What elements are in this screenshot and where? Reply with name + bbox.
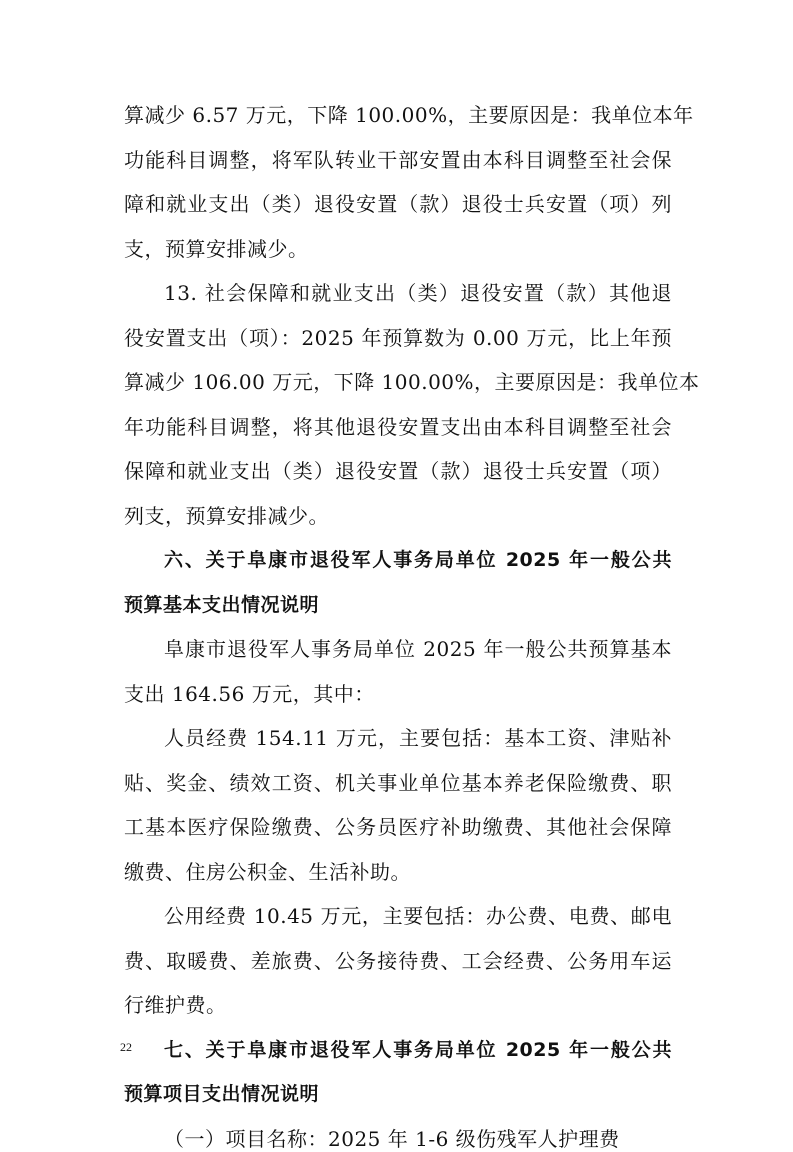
text-line: 缴费、住房公积金、生活补助。 [124,860,411,884]
text-line: 支出 164.56 万元，其中： [124,682,375,706]
text-line: 阜康市退役军人事务局单位 2025 年一般公共预算基本 [164,637,672,661]
text-line: 公用经费 10.45 万元，主要包括：办公费、电费、邮电 [164,904,672,928]
text-line: 功能科目调整，将军队转业干部安置由本科目调整至社会保 [124,148,672,172]
section-heading: 六、关于阜康市退役军人事务局单位 2025 年一般公共 [164,549,672,571]
text-line: 工基本医疗保险缴费、公务员医疗补助缴费、其他社会保障 [124,815,672,839]
text-line: 算减少 6.57 万元，下降 100.00%，主要原因是：我单位本年 [124,103,694,127]
section-heading: 预算项目支出情况说明 [124,1083,320,1105]
text-line: 费、取暖费、差旅费、公务接待费、工会经费、公务用车运 [124,949,672,973]
text-line: 保障和就业支出（类）退役安置（款）退役士兵安置（项） [124,459,672,483]
text-line: 列支，预算安排减少。 [124,504,329,528]
text-line: 障和就业支出（类）退役安置（款）退役士兵安置（项）列 [124,192,672,216]
text-line: 贴、奖金、绩效工资、机关事业单位基本养老保险缴费、职 [124,771,672,795]
page-number: 22 [120,1040,132,1054]
text-line: 年功能科目调整，将其他退役安置支出由本科目调整至社会 [124,415,672,439]
text-line: 役安置支出（项）：2025 年预算数为 0.00 万元，比上年预 [124,326,672,350]
text-line: 支，预算安排减少。 [124,237,309,261]
text-line: 行维护费。 [124,993,227,1017]
text-line: 13. 社会保障和就业支出（类）退役安置（款）其他退 [164,281,672,305]
text-line: 算减少 106.00 万元，下降 100.00%，主要原因是：我单位本 [124,370,700,394]
section-heading: 预算基本支出情况说明 [124,594,320,616]
text-line: （一）项目名称：2025 年 1-6 级伤残军人护理费 [164,1127,620,1151]
section-heading: 七、关于阜康市退役军人事务局单位 2025 年一般公共 [164,1039,672,1061]
text-line: 人员经费 154.11 万元，主要包括：基本工资、津贴补 [164,726,672,750]
